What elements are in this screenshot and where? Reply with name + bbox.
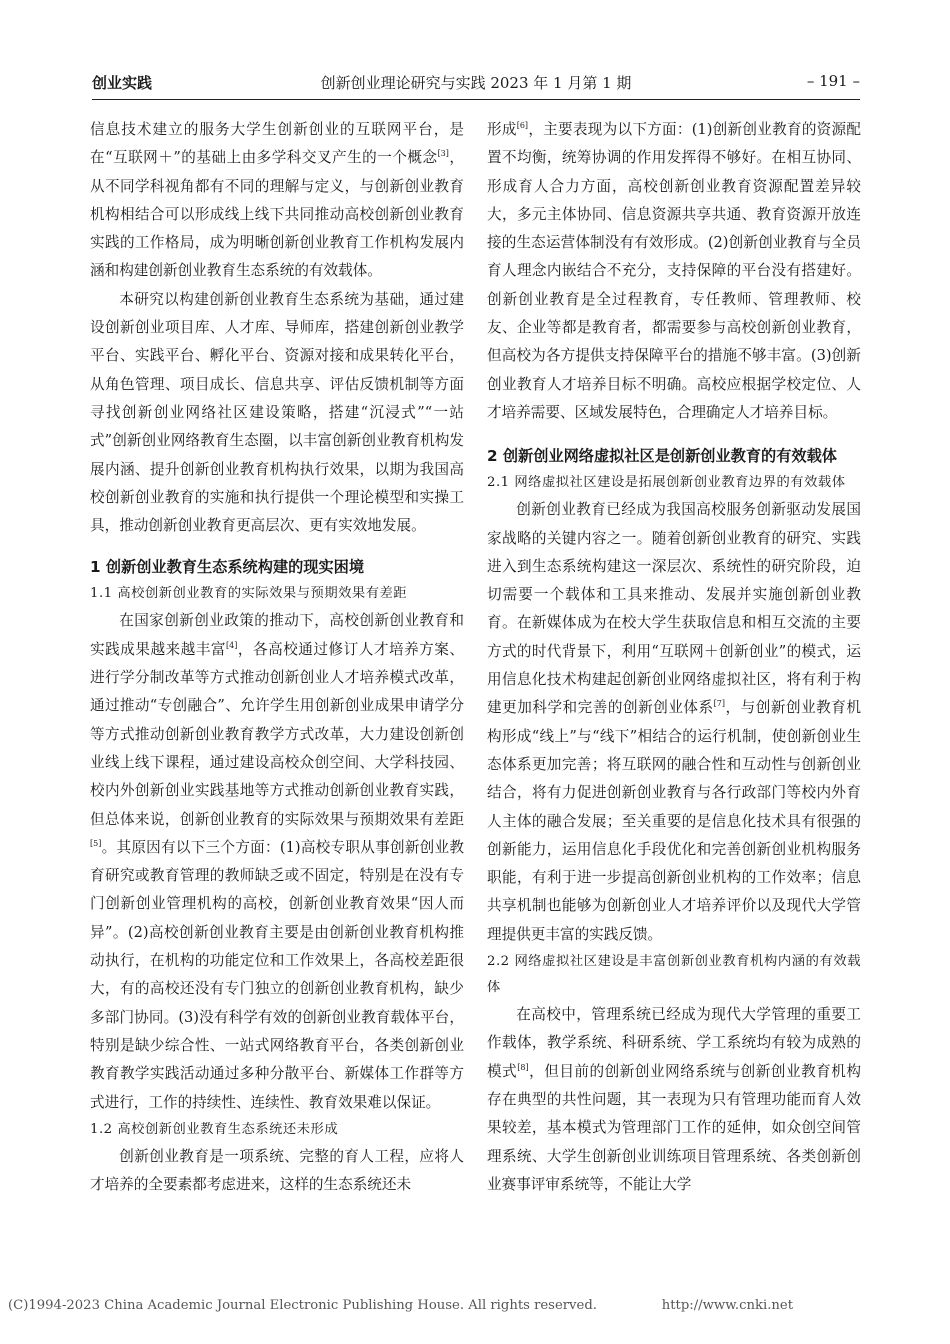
right-column [487, 116, 861, 1199]
cnki-link[interactable]: http://www.cnki.net [661, 1298, 793, 1313]
citation[interactable]: [8] [517, 1062, 529, 1072]
section-heading-2: 2 创新创业网络虚拟社区是创新创业教育的有效载体 [487, 447, 837, 466]
citation[interactable]: [6] [516, 121, 529, 130]
paragraph: 信息技术建立的服务大学生创新创业的互联网平台，是在“互联网＋”的基础上由多学科交叉产生的一个概念[3]，从不同学科视角都有不同的理解与定义，与创新创业教育机构相结合可以形成线上线下共同推动高校创新创业教育实践的工作格局，成为明晰创新创业教育工作机构发展内涵和构建创新创业教育生态系统的有效载体。 [90, 121, 464, 280]
paragraph: 在国家创新创业政策的推动下，高校创新创业教育和实践成果越来越丰富[4]，各高校通过修订人才培养方案、进行学分制改革等方式推动创新创业人才培养模式改革，通过推动“专创融合”、允许学生用创新创业成果申请学分等方式推动创新创业教育教学方式改革，大力建设创新创业线上线下课程，通过建设高校众创空间、大学科技园、校内外创新创业实践基地等方式推动创新创业教育实践，但总体来说，创新创业教育的实际效果与预期效果有差距[5]。其原因有以下三个方面：(1)高校专职从事创新创业教育研究或教育管理的教师缺乏或不固定，特别是在没有专门创新创业管理机构的高校，创新创业教育效果“因人而异”。(2)高校创新创业教育主要是由创新创业教育机构推动执行，在机构的功能定位和工作效果上，各高校差距很大，有的高校还没有专门独立的创新创业教育机构，缺少多部门协同。(3)没有科学有效的创新创业教育载体平台，特别是缺少综合性、一站式网络教育平台，各类创新创业教育教学实践活动通过多种分散平台、新媒体工作群等方式进行，工作的持续性、连续性、教育效果难以保证。 [90, 612, 464, 1111]
paragraph: 创新创业教育是一项系统、完整的育人工程，应将人才培养的全要素都考虑进来，这样的生态系统还未 [90, 1147, 464, 1194]
citation[interactable]: [5] [90, 838, 102, 848]
journal-info: 创新创业理论研究与实践 2023 年 1 月第 1 期 [320, 74, 632, 92]
copyright-footer [8, 1298, 948, 1313]
subsection-heading-2-2: 2.2 网络虚拟社区建设是丰富创新创业教育机构内涵的有效载体 [487, 954, 861, 996]
citation[interactable]: [7] [713, 699, 725, 709]
paragraph: 在高校中，管理系统已经成为现代大学管理的重要工作载体，教学系统、科研系统、学工系统均有较为成熟的模式[8]，但目前的创新创业网络系统与创新创业教育机构存在典型的共性问题，其一表现为只有管理功能而育人效果较差，基本模式为管理部门工作的延伸，如众创空间管理系统、大学生创新创业训练项目管理系统、各类创新创业赛事评审系统等，不能让大学 [487, 1006, 861, 1193]
subsection-heading-1-1: 1.1 高校创新创业教育的实际效果与预期效果有差距 [90, 586, 408, 602]
subsection-heading-2-1: 2.1 网络虚拟社区建设是拓展创新创业教育边界的有效载体 [487, 475, 846, 491]
header-rule [92, 99, 860, 100]
paragraph: 创新创业教育已经成为我国高校服务创新驱动发展国家战略的关键内容之一。随着创新创业教育的研究、实践进入到生态系统构建这一深层次、系统性的研究阶段，迫切需要一个载体和工具来推动、发展并实施创新创业教育。在新媒体成为在校大学生获取信息和相互交流的主要方式的时代背景下，利用“互联网＋创新创业”的模式，运用信息化技术构建起创新创业网络虚拟社区，将有利于构建更加科学和完善的创新创业体系[7]，与创新创业教育机构形成“线上”与“线下”相结合的运行机制，使创新创业生态体系更加完善；将互联网的融合性和互动性与创新创业结合，将有力促进创新创业教育与各行政部门等校内外育人主体的融合发展；至关重要的是信息化技术具有很强的创新能力，运用信息化手段优化和完善创新创业机构服务职能，有利于进一步提高创新创业机构的工作效率；信息共享机制也能够为创新创业人才培养评价以及现代大学管理提供更丰富的实践反馈。 [487, 501, 861, 943]
paragraph: 本研究以构建创新创业教育生态系统为基础，通过建设创新创业项目库、人才库、导师库，搭建创新创业教学平台、实践平台、孵化平台、资源对接和成果转化平台，从角色管理、项目成长、信息共享、评估反馈机制等方面寻找创新创业网络社区建设策略，搭建“沉浸式”“一站式”创新创业网络教育生态圈，以丰富创新创业教育机构发展内涵、提升创新创业教育机构执行效果，以期为我国高校创新创业教育的实施和执行提供一个理论模型和实操工具，推动创新创业教育更高层次、更有实效地发展。 [90, 290, 464, 535]
subsection-heading-1-2: 1.2 高校创新创业教育生态系统还未形成 [90, 1121, 339, 1137]
section-label: 创业实践 [92, 74, 153, 92]
citation[interactable]: [4] [226, 640, 238, 650]
left-column [90, 116, 464, 1199]
section-heading-1: 1 创新创业教育生态系统构建的现实困境 [90, 558, 365, 577]
citation[interactable]: [3] [437, 149, 449, 159]
running-header [92, 72, 860, 96]
page-number: – 191 – [806, 72, 860, 90]
copyright-text: (C)1994-2023 China Academic Journal Electronic Publishing House. All rights reserved. [8, 1298, 597, 1313]
paragraph: 形成[6]，主要表现为以下方面：(1)创新创业教育的资源配置不均衡，统筹协调的作用发挥得不够好。在相互协同、形成育人合力方面，高校创新创业教育资源配置差异较大，多元主体协同、信息资源共享共通、教育资源开放连接的生态运营体制没有有效形成。(2)创新创业教育与全员育人理念内嵌结合不充分，支持保障的平台没有搭建好。创新创业教育是全过程教育，专任教师、管理教师、校友、企业等都是教育者，都需要参与高校创新创业教育，但高校为各方提供支持保障平台的措施不够丰富。(3)创新创业教育人才培养目标不明确。高校应根据学校定位、人才培养需要、区域发展特色，合理确定人才培养目标。 [487, 121, 861, 421]
